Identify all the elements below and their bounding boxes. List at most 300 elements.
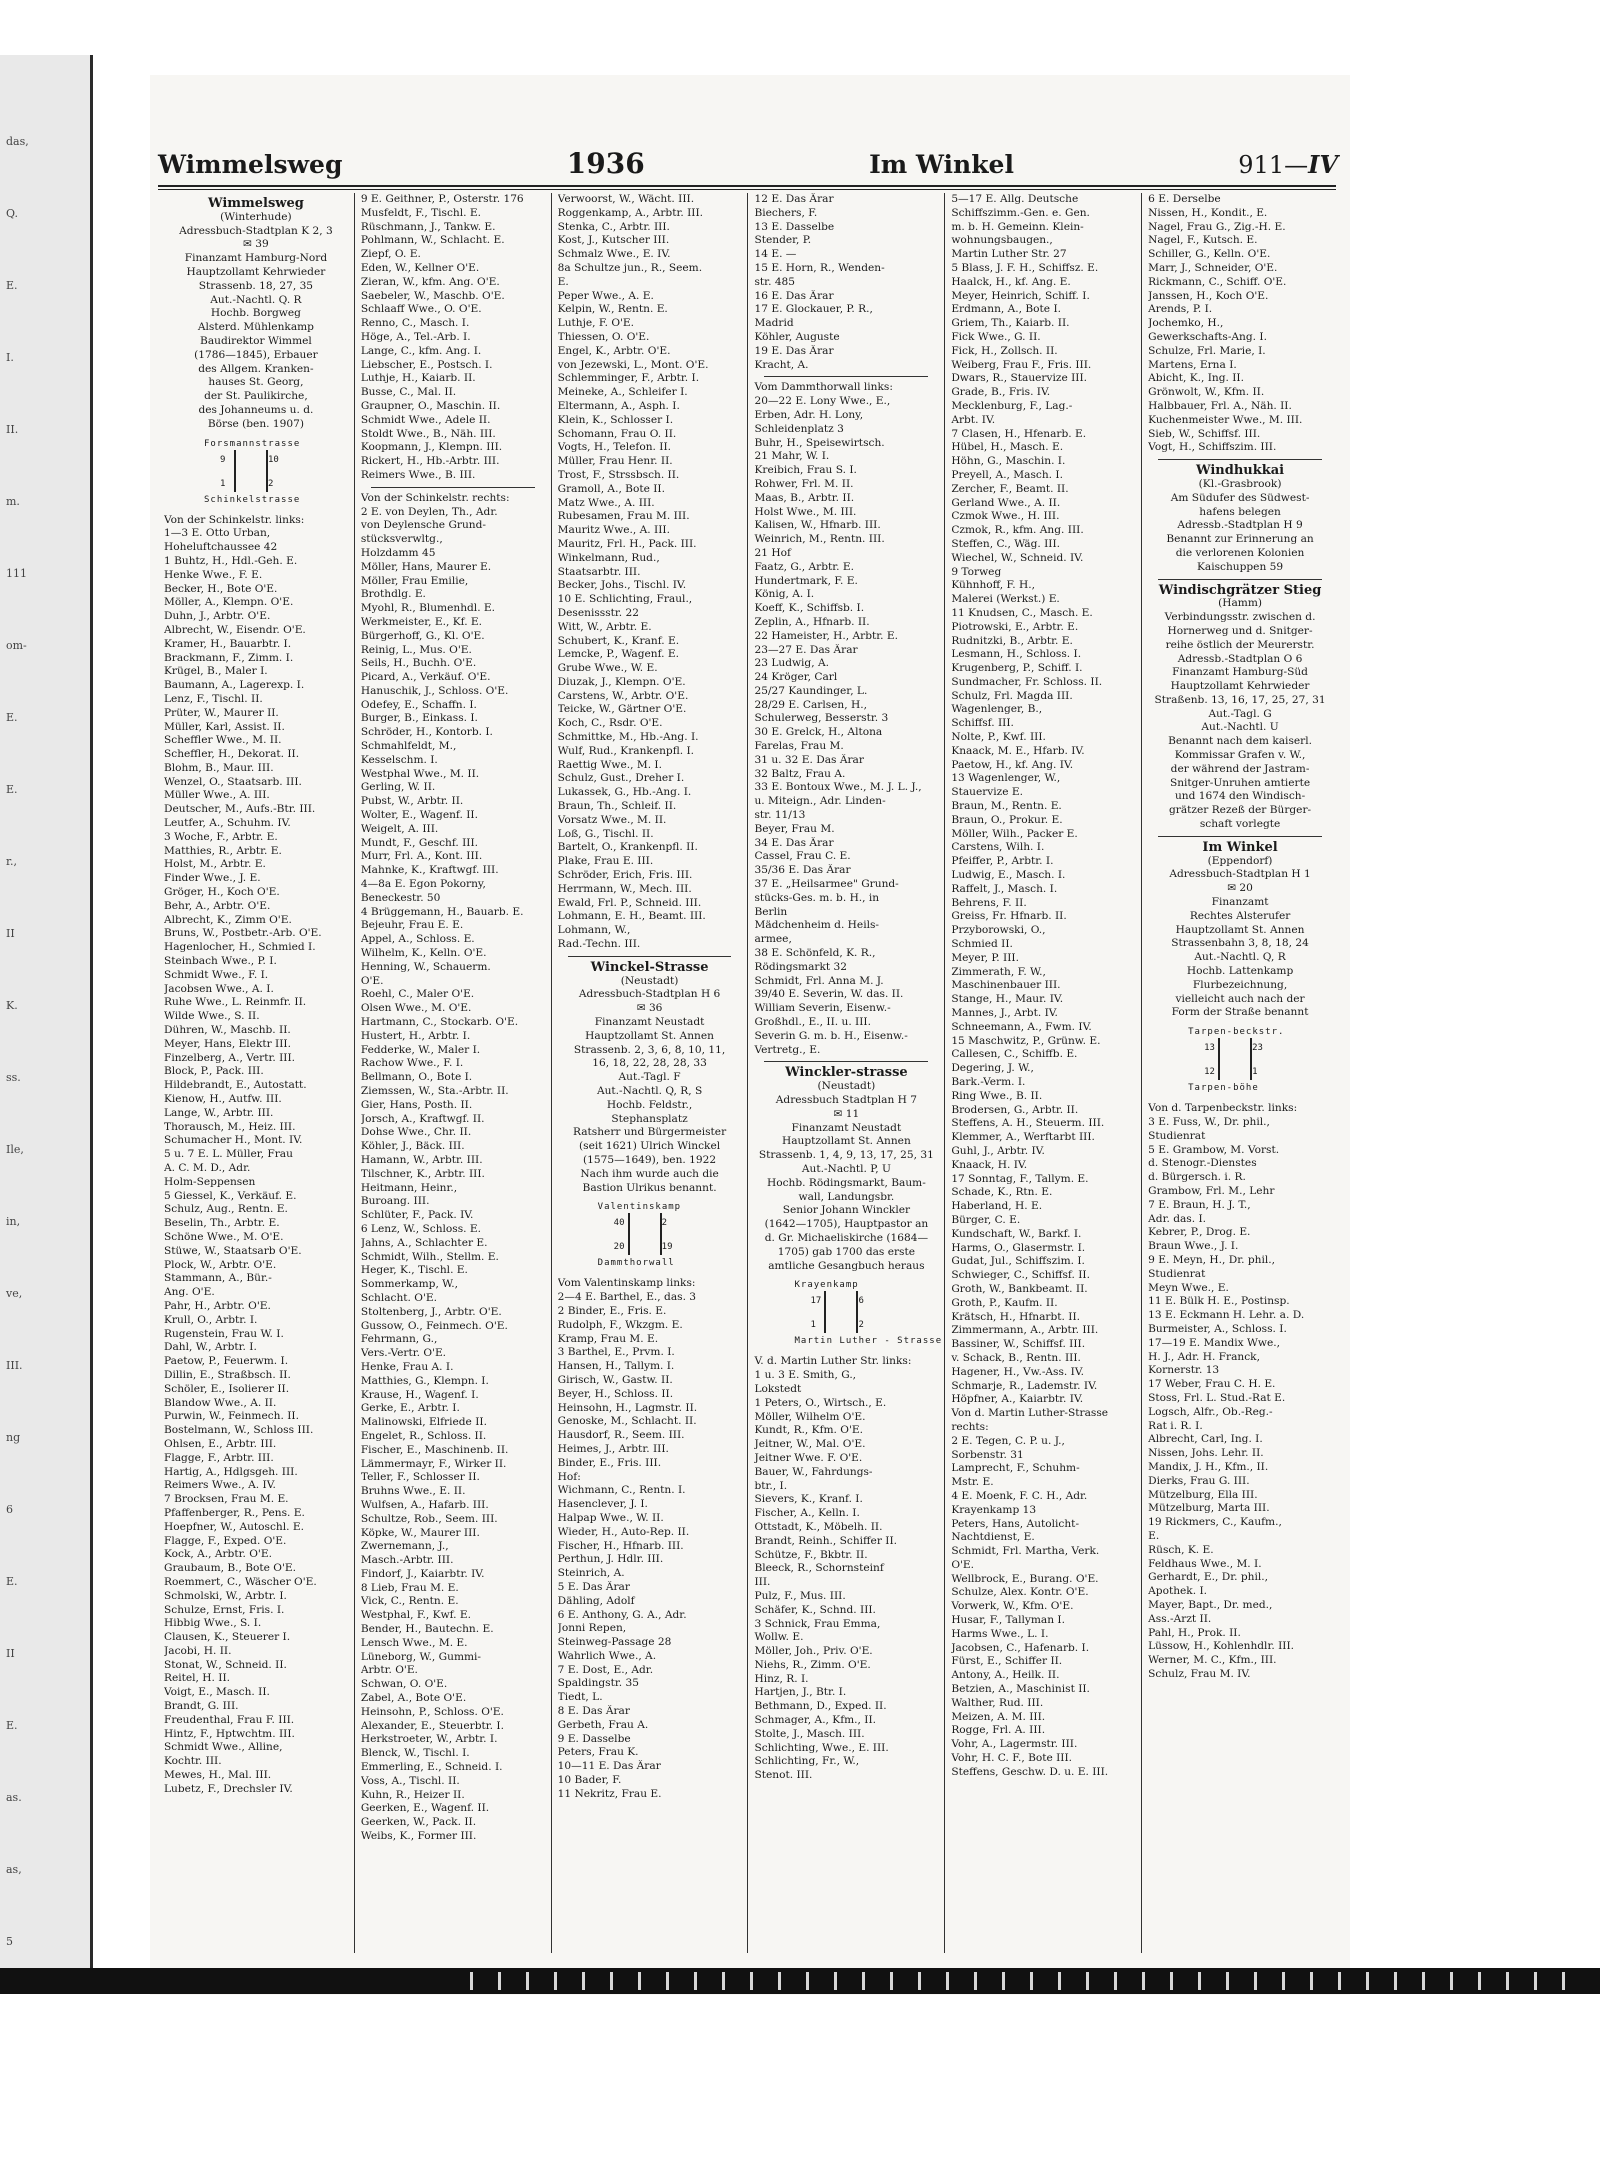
directory-entry: Ring Wwe., B. II. (951, 1089, 1043, 1102)
directory-entry: Weibs, K., Former III. (360, 1830, 477, 1843)
directory-entry: Möller, Hans, Maurer E. (360, 560, 492, 573)
directory-entry: Guhl, J., Arbtr. IV. (951, 1144, 1045, 1157)
directory-entry: 7 Brocksen, Frau M. E. (164, 1493, 289, 1506)
directory-entry: Voigt, E., Masch. II. (164, 1686, 270, 1699)
directory-entry: Schlemminger, F., Arbtr. I. (557, 372, 700, 385)
directory-entry: Erdmann, A., Bote I. (951, 303, 1061, 316)
directory-entry: Schiffsf. III. (951, 717, 1014, 730)
directory-entry: Schütze, F., Bkbtr. II. (754, 1548, 868, 1561)
directory-entry: William Severin, Eisenw.- (754, 1002, 891, 1015)
directory-entry: Stender, P. (754, 234, 812, 247)
directory-entry: Mützelburg, Marta III. (1148, 1502, 1270, 1515)
street-info-line: Finanzamt Hamburg-Süd (1172, 666, 1308, 679)
directory-entry: Braun, O., Prokur. E. (951, 813, 1063, 826)
street-info-line: Adressbuch-Stadtplan H 6 (578, 988, 721, 1001)
directory-entry: Odefey, E., Schaffn. I. (360, 698, 477, 711)
directory-entry: Kramp, Frau M. E. (557, 1332, 659, 1345)
adjacent-page-fragment: Ile, (6, 1143, 24, 1156)
directory-entry: Schmied II. (951, 938, 1013, 951)
street-info-line: Hochb. Feldstr., (606, 1098, 693, 1111)
directory-entry: Verwoorst, W., Wächt. III. (557, 193, 695, 205)
directory-entry: Kundt, R., Kfm. O'E. (754, 1424, 863, 1437)
adjacent-page-fragment: E. (6, 1719, 18, 1732)
adjacent-page-fragment: das, (6, 135, 29, 148)
directory-entry: Peper Wwe., A. E. (557, 289, 654, 302)
street-info-line: (Kl.-Grasbrook) (1198, 477, 1282, 490)
directory-entry: 12 E. Das Ärar (754, 193, 834, 205)
directory-entry: Bauer, W., Fahrdungs- (754, 1465, 873, 1478)
directory-entry: Stammann, A., Bür.- (164, 1272, 272, 1285)
directory-entry: Emmerling, E., Schneid. I. (360, 1761, 503, 1774)
directory-entry: Mstr. E. (951, 1476, 994, 1489)
directory-entry: Groth, P., Kaufm. II. (951, 1296, 1058, 1309)
map-house-number: 2 (661, 1218, 668, 1229)
directory-entry: Adr. das. I. (1148, 1212, 1207, 1225)
directory-entry: Mauritz Wwe., A. III. (557, 524, 670, 537)
header-rule-thin (158, 189, 1336, 190)
directory-entry: Knaack, H. IV. (951, 1158, 1028, 1171)
directory-entry: Harms, O., Glasermstr. I. (951, 1241, 1086, 1254)
directory-entry: Wulf, Rud., Krankenpfl. I. (557, 744, 695, 757)
directory-entry: Bassiner, W., Schiffsf. III. (951, 1338, 1086, 1351)
directory-entry: Köhler, Auguste (754, 330, 840, 343)
directory-entry: Henning, W., Schauerm. (360, 960, 491, 973)
directory-entry: Gerland Wwe., A. II. (951, 496, 1061, 509)
directory-entry: Meyer, Heinrich, Schiff. I. (951, 289, 1090, 302)
street-info-line: Hauptzollamt St. Annen (585, 1029, 714, 1042)
directory-entry: Schmahlfeldt, M., (360, 740, 457, 753)
directory-entry: Schmidt, Frl. Martha, Verk. (951, 1545, 1100, 1558)
directory-entry: 5 Giessel, K., Verkäuf. E. (164, 1189, 297, 1202)
street-info-line: Hauptzollamt St. Annen (1175, 923, 1305, 936)
adjacent-page-fragment: 111 (6, 567, 27, 580)
scan-tick (638, 1972, 641, 1990)
directory-entry: O'E. (360, 974, 384, 987)
directory-entry: armee, (754, 933, 792, 946)
directory-entry: Reimers Wwe., B. III. (360, 468, 476, 481)
directory-entry: Bruns, W., Postbetr.-Arb. O'E. (164, 927, 322, 940)
directory-column-6 (1142, 193, 1338, 1953)
directory-entry: Pulz, F., Mus. III. (754, 1589, 846, 1602)
scan-tick (1282, 1972, 1285, 1990)
directory-entry: Gröger, H., Koch O'E. (164, 886, 280, 899)
map-street-name-bottom: Schinkelstrasse (204, 494, 301, 505)
header-right-street: Im Winkel (869, 150, 1014, 179)
directory-entry: Müller, Frau Henr. II. (557, 455, 673, 468)
scan-tick (610, 1972, 613, 1990)
directory-entry: 5 u. 7 E. L. Müller, Frau (164, 1148, 293, 1161)
directory-entry: Apothek. I. (1148, 1585, 1208, 1598)
adjacent-page-fragment: ve, (6, 1287, 23, 1300)
map-street-outline (234, 450, 268, 492)
directory-entry: Farelas, Frau M. (754, 740, 844, 753)
directory-entry: Mewes, H., Mal. III. (164, 1769, 272, 1782)
adjacent-page-fragment: E. (6, 783, 18, 796)
directory-entry: Jacobi, H. II. (164, 1644, 232, 1657)
directory-entry: 2 E. Tegen, C. P. u. J., (951, 1434, 1065, 1447)
directory-entry: Krätsch, H., Hfnarbt. II. (951, 1310, 1081, 1323)
directory-entry: Fischer, A., Kelln. I. (754, 1507, 860, 1520)
directory-entry: 5 E. Das Ärar (557, 1580, 630, 1593)
map-house-number: 12 (1204, 1067, 1215, 1078)
directory-entry: Rudolph, F., Wkzgm. E. (557, 1318, 683, 1331)
street-info-line: Bastion Ulrikus benannt. (582, 1181, 717, 1194)
street-info-line: Form der Straße benannt (1171, 1006, 1309, 1019)
street-info-line: Baudirektor Wimmel (200, 334, 312, 347)
directory-entry: Tilschner, K., Arbtr. III. (360, 1167, 485, 1180)
street-info-line: ✉ 39 (243, 238, 269, 251)
directory-entry: Studienrat (1148, 1129, 1206, 1142)
street-info-line: 1705) gab 1700 das erste (777, 1245, 916, 1258)
directory-entry: Krause, H., Wagenf. I. (360, 1388, 479, 1401)
directory-entry: Brodersen, G., Arbtr. II. (951, 1103, 1079, 1116)
adjacent-page-fragment: II. (6, 423, 19, 436)
directory-entry: Graubaum, B., Bote O'E. (164, 1562, 297, 1575)
directory-entry: Stenot. III. (754, 1769, 813, 1782)
directory-entry: Murr, Frl. A., Kont. III. (360, 850, 483, 863)
directory-entry: Schulerweg, Besserstr. 3 (754, 712, 889, 725)
directory-entry: Von der Schinkelstr. rechts: (360, 491, 510, 504)
directory-entry: III. (754, 1576, 771, 1589)
directory-entry: Baumann, A., Lagerexp. I. (164, 679, 305, 692)
street-info-line: Aut.-Nachtl. U (1201, 721, 1279, 734)
scan-tick (834, 1972, 837, 1990)
directory-entry: V. d. Martin Luther Str. links: (754, 1355, 912, 1368)
street-info-line: Hochb. Rödingsmarkt, Baum- (766, 1176, 926, 1189)
directory-entry: Zabel, A., Bote O'E. (360, 1692, 467, 1705)
directory-entry: Wilde Wwe., S. II. (164, 1010, 260, 1023)
directory-entry: 6 E. Derselbe (1148, 193, 1221, 205)
directory-entry: Czmok, R., kfm. Ang. III. (951, 524, 1084, 537)
directory-entry: Matthies, R., Arbtr. E. (164, 844, 282, 857)
directory-entry: Henke, Frau A. I. (360, 1360, 454, 1373)
directory-entry: 28/29 E. Carlsen, H., (754, 698, 867, 711)
directory-entry: Olsen Wwe., M. O'E. (360, 1002, 472, 1015)
directory-entry: E. (1148, 1529, 1160, 1542)
directory-entry: Flagge, F., Arbtr. III. (164, 1451, 274, 1464)
directory-entry: Ang. O'E. (164, 1286, 215, 1299)
section-divider (764, 1061, 928, 1062)
directory-entry: Koopmann, J., Klempn. III. (360, 441, 503, 454)
directory-entry: Gudat, Jul., Schiffszim. I. (951, 1255, 1085, 1268)
scan-tick (778, 1972, 781, 1990)
street-info-line: Adressbuch Stadtplan H 7 (775, 1094, 918, 1106)
directory-entry: Hof: (557, 1470, 581, 1483)
directory-entry: Krügel, B., Maler I. (164, 665, 268, 678)
directory-entry: 24 Kröger, Carl (754, 671, 838, 684)
directory-entry: 9 E. Meyn, H., Dr. phil., (1148, 1253, 1275, 1266)
directory-entry: Schiller, G., Kelln. O'E. (1148, 248, 1271, 261)
street-info-line: reihe östlich der Meurerstr. (1165, 638, 1315, 651)
directory-entry: 30 E. Grelck, H., Altona (754, 726, 883, 739)
directory-entry: Dähling, Adolf (557, 1594, 635, 1607)
directory-entry: Brackmann, F., Zimm. I. (164, 651, 294, 664)
directory-column-1 (158, 193, 355, 1953)
directory-entry: Dillin, E., Straßbsch. II. (164, 1368, 291, 1381)
directory-entry: Heinsohn, P., Schloss. O'E. (360, 1705, 504, 1718)
directory-entry: Degering, J. W., (951, 1062, 1034, 1075)
directory-entry: Abicht, K., Ing. II. (1148, 372, 1244, 385)
directory-entry: von Deylensche Grund- (360, 519, 486, 532)
scan-tick (1422, 1972, 1425, 1990)
directory-entry: 2—4 E. Barthel, E., das. 3 (557, 1291, 697, 1304)
directory-entry: Köhler, J., Bäck. III. (360, 1140, 465, 1153)
directory-entry: Fischer, H., Hfnarb. III. (557, 1539, 684, 1552)
directory-entry: 37 E. „Heilsarmee" Grund- (754, 878, 899, 891)
street-info-line: ✉ 20 (1227, 882, 1253, 895)
directory-entry: Klein, K., Schlosser I. (557, 413, 674, 426)
directory-entry: Bürger, C. E. (951, 1213, 1021, 1226)
directory-entry: m. b. H. Gemeinn. Klein- (951, 220, 1084, 233)
map-street-outline (824, 1291, 858, 1333)
directory-entry: Schulz, Aug., Rentn. E. (164, 1203, 288, 1216)
scan-tick (1450, 1972, 1453, 1990)
directory-entry: Meyer, Hans, Elektr III. (164, 1037, 291, 1050)
directory-entry: Schwieger, C., Schiffsf. II. (951, 1269, 1090, 1282)
adjacent-page-fragment: as. (6, 1791, 22, 1804)
directory-entry: Hibbig Wwe., S. I. (164, 1617, 262, 1630)
directory-entry: Schulz, Frau M. IV. (1148, 1667, 1251, 1680)
map-house-number: 23 (1252, 1043, 1263, 1054)
street-info-line: Aut.-Tagl. G (1208, 707, 1272, 720)
directory-entry: Freudenthal, Frau F. III. (164, 1713, 295, 1726)
directory-entry: Brothdlg. E. (360, 588, 426, 601)
directory-entry: 5 E. Grambow, M. Vorst. (1148, 1143, 1280, 1156)
street-heading: Im Winkel (1202, 839, 1278, 855)
directory-entry: btr., I. (754, 1479, 788, 1492)
directory-entry: Gerke, E., Arbtr. I. (360, 1402, 460, 1415)
directory-entry: Geerken, W., Pack. II. (360, 1816, 477, 1829)
directory-entry: Feldhaus Wwe., M. I. (1148, 1557, 1262, 1570)
directory-entry: Madrid (754, 317, 794, 330)
street-info-line: Rechtes Alsterufer (1189, 909, 1291, 922)
directory-entry: Jorsch, A., Kraftwgf. II. (360, 1112, 485, 1125)
directory-entry: Finzelberg, A., Vertr. III. (164, 1051, 296, 1064)
directory-entry: Beneckestr. 50 (360, 891, 441, 904)
map-street-name-bottom: Tarpen-böhe (1188, 1083, 1259, 1094)
directory-entry: Schulz, Gust., Dreher I. (557, 772, 685, 785)
directory-entry: Peters, Hans, Autolicht- (951, 1517, 1080, 1530)
scan-tick (1198, 1972, 1201, 1990)
adjacent-page-fragment: E. (6, 1575, 18, 1588)
directory-entry: Gerling, W. II. (360, 781, 436, 794)
directory-entry: Scheffler, H., Dekorat. II. (164, 748, 300, 761)
directory-entry: Kienow, H., Autfw. III. (164, 1093, 282, 1106)
directory-entry: Saebeler, W., Maschb. O'E. (360, 289, 505, 302)
directory-entry: Fick Wwe., G. II. (951, 330, 1041, 343)
directory-entry: Ass.-Arzt II. (1148, 1612, 1212, 1625)
directory-entry: Lemcke, P., Wagenf. E. (557, 648, 679, 661)
directory-entry: Kornerstr. 13 (1148, 1364, 1220, 1377)
directory-entry: Vick, C., Rentn. E. (360, 1595, 459, 1608)
directory-entry: O'E. (951, 1558, 975, 1571)
directory-entry: Mannes, J., Arbt. IV. (951, 1007, 1058, 1020)
directory-entry: Jacobsen, C., Hafenarb. I. (951, 1641, 1090, 1654)
directory-column-2 (355, 193, 552, 1953)
directory-entry: Reitel, H. II. (164, 1672, 230, 1685)
directory-entry: Picard, A., Verkäuf. O'E. (360, 671, 491, 684)
street-info-line: Finanzamt Neustadt (594, 1016, 705, 1029)
street-info-line: Snitger-Unruhen amtierte (1169, 776, 1311, 789)
directory-entry: Mahnke, K., Kraftwgf. III. (360, 864, 499, 877)
directory-entry: Hundertmark, F. E. (754, 574, 858, 587)
directory-entry: Witt, W., Arbtr. E. (557, 620, 652, 633)
directory-entry: Appel, A., Schloss. E. (360, 933, 475, 946)
directory-entry: Von der Schinkelstr. links: (164, 513, 305, 526)
street-info-line: schaft vorlegte (1199, 818, 1281, 831)
directory-entry: Groth, W., Bankbeamt. II. (951, 1282, 1088, 1295)
directory-entry: Block, P., Pack. III. (164, 1065, 264, 1078)
directory-entry: Erben, Adr. H. Lony, (754, 408, 864, 421)
map-house-number: 1 (810, 1320, 816, 1331)
directory-entry: Preyell, A., Masch. I. (951, 468, 1063, 481)
map-house-number: 1 (1252, 1067, 1258, 1078)
directory-entry: Hildebrandt, E., Autostatt. (164, 1079, 307, 1092)
directory-entry: 10 E. Schlichting, Fraul., (557, 593, 693, 606)
map-street-name-bottom: Dammthorwall (597, 1258, 675, 1269)
directory-entry: Nachtdienst, E. (951, 1531, 1035, 1544)
directory-entry: Gramoll, A., Bote II. (557, 482, 665, 495)
directory-entry: Wahrlich Wwe., A. (557, 1649, 657, 1662)
street-info-line: Adressbuch-Stadtplan K 2, 3 (179, 224, 333, 237)
directory-entry: Zieran, W., kfm. Ang. O'E. (360, 275, 500, 288)
directory-entry: 14 E. — (754, 248, 797, 261)
street-info-line: amtliche Gesangbuch heraus (768, 1259, 925, 1272)
directory-entry: 17 Weber, Frau C. H. E. (1148, 1378, 1276, 1391)
header-rule (158, 185, 1336, 187)
directory-columns (158, 193, 1338, 1953)
directory-entry: v. Schack, B., Rentn. III. (951, 1351, 1081, 1364)
directory-entry: Schomann, Frau O. II. (557, 427, 677, 440)
directory-entry: 2 Binder, E., Fris. E. (557, 1304, 667, 1317)
section-divider (1158, 836, 1322, 837)
directory-entry: Paetow, P., Feuerwm. I. (164, 1355, 289, 1368)
directory-entry: Roggenkamp, A., Arbtr. III. (557, 206, 704, 219)
directory-entry: Kelpin, W., Rentn. E. (557, 303, 668, 316)
directory-entry: Schmidt, Frl. Anna M. J. (754, 974, 884, 987)
directory-entry: Vers.-Vertr. O'E. (360, 1347, 447, 1360)
directory-entry: Wilhelm, K., Kelln. O'E. (360, 947, 487, 960)
street-info-line: (Hamm) (1218, 597, 1263, 610)
adjacent-page-fragment: ss. (6, 1071, 21, 1084)
directory-entry: Jacobsen Wwe., A. I. (164, 982, 274, 995)
directory-entry: König, A. I. (754, 588, 815, 601)
directory-entry: Rohwer, Frl. M. II. (754, 477, 854, 490)
directory-entry: Klemmer, A., Werftarbt III. (951, 1131, 1095, 1144)
directory-entry: Perthun, J. Hdlr. III. (557, 1553, 664, 1566)
directory-entry: Czmok Wwe., H. III. (951, 510, 1060, 523)
directory-entry: Höhn, G., Maschin. I. (951, 455, 1066, 468)
directory-entry: Paetow, H., kf. Ang. IV. (951, 758, 1074, 771)
directory-entry: Meizen, A. M. III. (951, 1710, 1046, 1723)
directory-entry: Gier, Hans, Posth. II. (360, 1098, 473, 1111)
directory-entry: 9 E. Dasselbe (557, 1732, 631, 1745)
section-divider (764, 376, 928, 377)
directory-entry: Eden, W., Kellner O'E. (360, 261, 480, 274)
directory-entry: Rudnitzki, B., Arbtr. E. (951, 634, 1073, 647)
street-heading: Windischgrätzer Stieg (1158, 582, 1322, 598)
directory-entry: Schöler, E., Isolierer II. (164, 1382, 290, 1395)
directory-entry: Hintz, F., Hptwchtm. III. (164, 1727, 295, 1740)
directory-entry: Schlüter, F., Pack. IV. (360, 1209, 474, 1222)
directory-entry: Schlaaff Wwe., O. O'E. (360, 303, 482, 316)
street-info-line: Finanzamt (1211, 896, 1269, 909)
directory-entry: Steinrich, A. (557, 1567, 625, 1580)
directory-entry: Holst, M., Arbtr. E. (164, 858, 266, 871)
directory-entry: Vogt, H., Schiffszim. III. (1148, 441, 1277, 454)
directory-entry: Braun, Th., Schleif. II. (557, 800, 677, 813)
directory-entry: Holst Wwe., M. III. (754, 505, 857, 518)
directory-entry: Arbtr. O'E. (360, 1664, 418, 1677)
map-house-number: 6 (858, 1296, 864, 1307)
directory-entry: Hustert, H., Arbtr. I. (360, 1029, 471, 1042)
directory-entry: Albrecht, W., Eisendr. O'E. (164, 623, 306, 636)
street-info-line: Kaischuppen 59 (1196, 560, 1284, 573)
directory-entry: Hartmann, C., Stockarb. O'E. (360, 1016, 519, 1029)
directory-entry: Mützelburg, Ella III. (1148, 1488, 1258, 1501)
scan-tick (1534, 1972, 1537, 1990)
directory-entry: Fick, H., Zollsch. II. (951, 344, 1058, 357)
map-house-number: 9 (220, 454, 226, 465)
directory-entry: Eltermann, A., Asph. I. (557, 399, 680, 412)
street-info-line: vielleicht auch nach der (1175, 992, 1305, 1005)
street-info-line: Strassenb. 1, 4, 9, 13, 17, 25, 31 (758, 1149, 934, 1162)
directory-entry: Bejeuhr, Frau E. E. (360, 919, 464, 932)
directory-entry: Pfeiffer, P., Arbtr. I. (951, 855, 1054, 868)
directory-entry: Grade, B., Fris. IV. (951, 386, 1051, 399)
map-house-number: 2 (268, 478, 274, 489)
directory-entry: Beyer, H., Schloss. II. (557, 1387, 674, 1400)
directory-entry: Vorwerk, W., Kfm. O'E. (951, 1600, 1074, 1613)
section-divider (371, 487, 535, 488)
directory-entry: 23 Ludwig, A. (754, 657, 829, 670)
page-number: 911—IV (1238, 150, 1338, 179)
adjacent-page-fragment: I. (6, 351, 14, 364)
street-info-line: (Winterhude) (220, 210, 292, 223)
directory-entry: Arbt. IV. (951, 413, 996, 426)
street-info-line: (1575—1649), ben. 1922 (583, 1153, 717, 1166)
directory-entry: Ruhe Wwe., L. Reinmfr. II. (164, 996, 307, 1009)
directory-entry: Bürgerhoff, G., Kl. O'E. (360, 629, 485, 642)
directory-entry: 4 Brüggemann, H., Bauarb. E. (360, 905, 524, 918)
directory-entry: Prüter, W., Maurer II. (164, 706, 279, 719)
directory-entry: Blandow Wwe., A. II. (164, 1396, 277, 1409)
directory-entry: Duhn, J., Arbtr. O'E. (164, 610, 271, 623)
directory-entry: Wenzel, O., Staatsarb. III. (164, 775, 302, 788)
street-info-line: und 1674 den Windisch- (1174, 790, 1306, 803)
street-info-line: grätzer Rezeß der Bürger- (1169, 804, 1312, 817)
directory-entry: Grambow, Frl. M., Lehr (1148, 1185, 1275, 1197)
directory-entry: Seils, H., Buchh. O'E. (360, 657, 477, 670)
directory-entry: Vorsatz Wwe., M. II. (557, 813, 667, 826)
street-heading: Winckel-Strasse (590, 959, 709, 975)
directory-entry: Ewald, Frl. P., Schneid. III. (557, 896, 702, 909)
directory-entry: Wollw. E. (754, 1631, 804, 1644)
directory-entry: Schlichting, Wwe., E. III. (754, 1741, 889, 1754)
map-street-name-top: Valentinskamp (597, 1202, 682, 1213)
directory-entry: 8 E. Das Ärar (557, 1705, 630, 1718)
directory-entry: Ziepf, O. E. (360, 248, 421, 261)
directory-column-5 (945, 193, 1142, 1953)
directory-entry: Hansen, H., Tallym. I. (557, 1360, 675, 1373)
scan-tick (1114, 1972, 1117, 1990)
directory-entry: 1 u. 3 E. Smith, G., (754, 1369, 857, 1382)
directory-entry: Schmidt Wwe., Alline, (164, 1741, 283, 1754)
directory-entry: Lubetz, F., Drechsler IV. (164, 1782, 293, 1795)
street-info-line: Benannt nach dem kaiserl. (1168, 735, 1312, 748)
directory-entry: Lüssow, H., Kohlenhdlr. III. (1148, 1640, 1294, 1653)
directory-entry: Kundschaft, W., Barkf. I. (951, 1227, 1082, 1240)
